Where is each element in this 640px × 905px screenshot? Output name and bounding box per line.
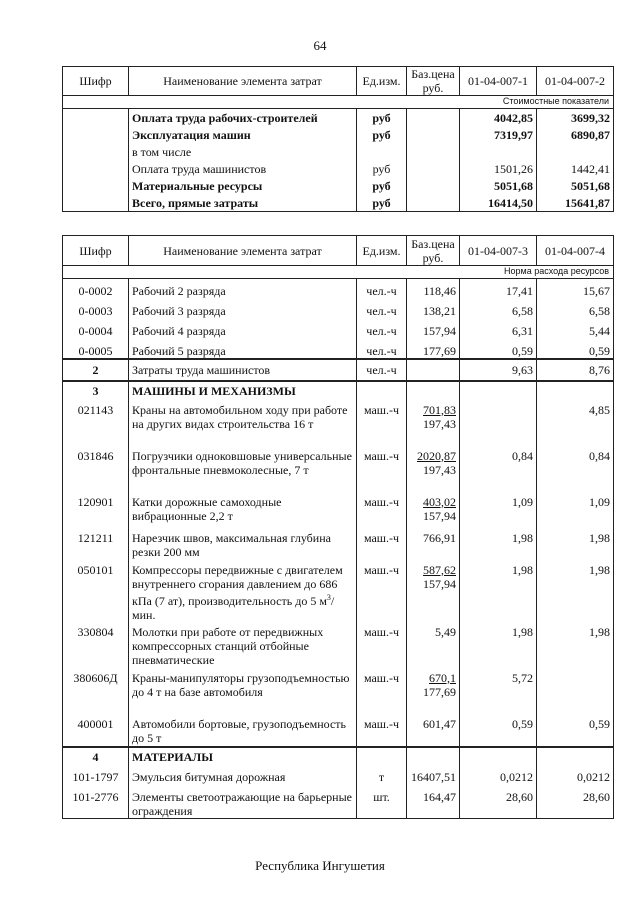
- table-row: [63, 319, 614, 339]
- table-row: [63, 787, 614, 819]
- resource-table: [62, 235, 614, 819]
- row-value-2: [537, 747, 614, 767]
- row-price-sub: 177,69: [423, 684, 456, 699]
- row-name: Материальные ресурсы: [129, 177, 357, 194]
- row-price: [407, 787, 460, 819]
- row-name: МАШИНЫ И МЕХАНИЗМЫ: [129, 381, 357, 401]
- row-price: [407, 359, 460, 381]
- row-value-1: [460, 401, 537, 447]
- row-price-main: 587,62: [423, 562, 456, 577]
- row-unit: руб: [357, 177, 407, 194]
- row-value-2: 1,98: [537, 561, 614, 623]
- row-code: 121211: [63, 529, 129, 561]
- cost-table: [62, 66, 614, 212]
- row-name: Эксплуатация машин: [129, 126, 357, 143]
- row-price-main: 2020,87: [417, 448, 456, 463]
- row-value-1: 17,41: [460, 279, 537, 299]
- header-code: Шифр: [63, 236, 129, 266]
- row-name: Всего, прямые затраты: [129, 194, 357, 212]
- row-price-sub: 157,94: [423, 508, 456, 523]
- row-name: Оплата труда машинистов: [129, 160, 357, 177]
- row-price-main: 670,1: [429, 670, 456, 685]
- row-value-1: 28,60: [460, 787, 537, 819]
- row-value-2: 4,85: [537, 401, 614, 447]
- row-name: Оплата труда рабочих-строителей: [129, 109, 357, 127]
- row-unit: чел.-ч: [357, 359, 407, 381]
- row-price-main: 157,94: [423, 323, 456, 338]
- row-value-1: [460, 381, 537, 401]
- row-value-2: [537, 381, 614, 401]
- row-unit: руб: [357, 194, 407, 212]
- row-price-main: 701,83: [423, 402, 456, 417]
- row-value-1: 1,98: [460, 623, 537, 669]
- row-value-2: 6890,87: [537, 126, 614, 143]
- row-unit: маш.-ч: [357, 623, 407, 669]
- table-row: [63, 194, 614, 212]
- table-row: [63, 669, 614, 715]
- row-code: 101-2776: [63, 787, 129, 819]
- row-price: [407, 381, 460, 401]
- row-code: 0-0002: [63, 279, 129, 299]
- row-price-main: 403,02: [423, 494, 456, 509]
- row-unit: шт.: [357, 787, 407, 819]
- row-price-main: 138,21: [423, 303, 456, 318]
- table-row: [63, 447, 614, 493]
- row-code: 101-1797: [63, 767, 129, 787]
- row-price-sub: 197,43: [423, 462, 456, 477]
- row-unit: маш.-ч: [357, 715, 407, 747]
- row-unit: т: [357, 767, 407, 787]
- band-label: Норма расхода ресурсов: [63, 266, 614, 279]
- row-name: Молотки при работе от передвижных компрессорных станций отбойные пневматические: [129, 623, 357, 669]
- table-row: [63, 561, 614, 623]
- header-col1: 01-04-007-3: [460, 236, 537, 266]
- table-row: [63, 623, 614, 669]
- row-value-2: 0,84: [537, 447, 614, 493]
- row-name: Рабочий 4 разряда: [129, 319, 357, 339]
- row-value-2: 1,98: [537, 529, 614, 561]
- row-unit: чел.-ч: [357, 279, 407, 299]
- row-price-main: 16407,51: [411, 769, 456, 784]
- row-name: Затраты труда машинистов: [129, 359, 357, 381]
- row-price-main: 164,47: [423, 789, 456, 804]
- row-value-1: 1,09: [460, 493, 537, 529]
- header-name: Наименование элемента затрат: [129, 67, 357, 96]
- row-value-1: 6,58: [460, 299, 537, 319]
- row-code: 021143: [63, 401, 129, 447]
- row-name: в том числе: [129, 143, 357, 160]
- row-unit: маш.-ч: [357, 447, 407, 493]
- row-price: [407, 747, 460, 767]
- row-code: 0-0005: [63, 339, 129, 359]
- row-unit: руб: [357, 160, 407, 177]
- row-value-2: 3699,32: [537, 109, 614, 127]
- row-value-2: 0,0212: [537, 767, 614, 787]
- row-name: [129, 561, 357, 623]
- table-row: [63, 160, 614, 177]
- row-name: Краны на автомобильном ходу при работе на других видах строительства 16 т: [129, 401, 357, 447]
- row-code: 3: [63, 381, 129, 401]
- row-price: [407, 447, 460, 493]
- row-price-sub: 197,43: [423, 416, 456, 431]
- header-unit: Ед.изм.: [357, 67, 407, 96]
- table-row: [63, 381, 614, 401]
- row-unit: маш.-ч: [357, 669, 407, 715]
- table-row: [63, 126, 614, 143]
- table-row: [63, 747, 614, 767]
- row-unit: руб: [357, 126, 407, 143]
- row-value-1: 16414,50: [460, 194, 537, 212]
- row-unit: чел.-ч: [357, 299, 407, 319]
- row-name: Эмульсия битумная дорожная: [129, 767, 357, 787]
- row-price: [407, 767, 460, 787]
- row-price-main: 601,47: [423, 716, 456, 731]
- row-value-2: 15,67: [537, 279, 614, 299]
- header-base-price: Баз.цена руб.: [407, 236, 460, 266]
- row-value-2: 5051,68: [537, 177, 614, 194]
- row-name: Краны-манипуляторы грузоподъемностью до 4 т на базе автомобиля: [129, 669, 357, 715]
- header-name: Наименование элемента затрат: [129, 236, 357, 266]
- row-code: 330804: [63, 623, 129, 669]
- row-price-main: 177,69: [423, 343, 456, 358]
- row-unit: [357, 143, 407, 160]
- row-value-2: [537, 143, 614, 160]
- row-name: Автомобили бортовые, грузоподъемность до 5 т: [129, 715, 357, 747]
- row-price: [407, 561, 460, 623]
- table-row: [63, 279, 614, 299]
- header-code: Шифр: [63, 67, 129, 96]
- band-label: Стоимостные показатели: [63, 96, 614, 109]
- table-row: [63, 529, 614, 561]
- row-price: [407, 529, 460, 561]
- row-value-2: 8,76: [537, 359, 614, 381]
- row-price: [407, 493, 460, 529]
- row-value-2: 5,44: [537, 319, 614, 339]
- row-value-1: 0,59: [460, 715, 537, 747]
- row-name: Нарезчик швов, максимальная глубина резки 200 мм: [129, 529, 357, 561]
- row-unit: [357, 381, 407, 401]
- table-row: [63, 359, 614, 381]
- row-name: Рабочий 3 разряда: [129, 299, 357, 319]
- row-value-2: 1,09: [537, 493, 614, 529]
- row-value-2: 0,59: [537, 339, 614, 359]
- table-row: [63, 715, 614, 747]
- row-unit: маш.-ч: [357, 493, 407, 529]
- row-code: 120901: [63, 493, 129, 529]
- table-row: [63, 143, 614, 160]
- row-price: [407, 669, 460, 715]
- row-name-suffix: /мин.: [132, 593, 335, 622]
- row-name-superscript: 3: [326, 592, 331, 602]
- row-value-2: 15641,87: [537, 194, 614, 212]
- table-row: [63, 493, 614, 529]
- row-value-1: 0,84: [460, 447, 537, 493]
- row-price: [407, 299, 460, 319]
- row-name: Рабочий 5 разряда: [129, 339, 357, 359]
- row-price: [407, 401, 460, 447]
- row-unit: [357, 747, 407, 767]
- row-unit: чел.-ч: [357, 339, 407, 359]
- row-name-text: Компрессоры передвижные с двигателем внутреннего сгорания давлением до 686 кПа (7 ат), производительность до 5 м: [132, 562, 343, 608]
- row-unit: маш.-ч: [357, 401, 407, 447]
- row-value-2: 0,59: [537, 715, 614, 747]
- row-code: 0-0003: [63, 299, 129, 319]
- row-value-1: 0,0212: [460, 767, 537, 787]
- row-value-1: 7319,97: [460, 126, 537, 143]
- row-name: Элементы светоотражающие на барьерные ограждения: [129, 787, 357, 819]
- row-price: [407, 623, 460, 669]
- row-price: [407, 279, 460, 299]
- row-price-main: 5,49: [435, 624, 456, 639]
- row-name: МАТЕРИАЛЫ: [129, 747, 357, 767]
- row-price: [407, 715, 460, 747]
- row-value-1: 4042,85: [460, 109, 537, 127]
- row-code: 050101: [63, 561, 129, 623]
- row-value-1: 0,59: [460, 339, 537, 359]
- table-row: [63, 299, 614, 319]
- row-value-1: 5,72: [460, 669, 537, 715]
- row-value-2: 1,98: [537, 623, 614, 669]
- row-code: 400001: [63, 715, 129, 747]
- header-col2: 01-04-007-4: [537, 236, 614, 266]
- header-col1: 01-04-007-1: [460, 67, 537, 96]
- table-row: [63, 109, 614, 127]
- row-code: 2: [63, 359, 129, 381]
- row-code: 4: [63, 747, 129, 767]
- row-unit: чел.-ч: [357, 319, 407, 339]
- row-value-2: 1442,41: [537, 160, 614, 177]
- row-value-2: [537, 669, 614, 715]
- row-code: 380606Д: [63, 669, 129, 715]
- row-value-1: 1501,26: [460, 160, 537, 177]
- page-number: 64: [313, 38, 327, 53]
- table-row: [63, 177, 614, 194]
- row-price-sub: 157,94: [423, 576, 456, 591]
- row-price: [407, 319, 460, 339]
- row-code: 031846: [63, 447, 129, 493]
- row-name: Катки дорожные самоходные вибрационные 2,2 т: [129, 493, 357, 529]
- row-name: Рабочий 2 разряда: [129, 279, 357, 299]
- row-unit: маш.-ч: [357, 561, 407, 623]
- row-value-1: 9,63: [460, 359, 537, 381]
- row-value-1: [460, 143, 537, 160]
- row-price-main: 118,46: [423, 284, 456, 298]
- row-code: 0-0004: [63, 319, 129, 339]
- row-value-1: 5051,68: [460, 177, 537, 194]
- header-unit: Ед.изм.: [357, 236, 407, 266]
- footer: Республика Ингушетия: [255, 858, 385, 873]
- row-value-1: [460, 747, 537, 767]
- table-row: [63, 339, 614, 359]
- row-price: [407, 339, 460, 359]
- row-unit: руб: [357, 109, 407, 127]
- header-base-price: Баз.цена руб.: [407, 67, 460, 96]
- table-row: [63, 401, 614, 447]
- row-value-2: 6,58: [537, 299, 614, 319]
- row-value-2: 28,60: [537, 787, 614, 819]
- table-row: [63, 767, 614, 787]
- row-value-1: 1,98: [460, 529, 537, 561]
- row-value-1: 1,98: [460, 561, 537, 623]
- row-unit: маш.-ч: [357, 529, 407, 561]
- row-value-1: 6,31: [460, 319, 537, 339]
- row-price-main: 766,91: [423, 530, 456, 545]
- header-col2: 01-04-007-2: [537, 67, 614, 96]
- row-name: Погрузчики одноковшовые универсальные фронтальные пневмоколесные, 7 т: [129, 447, 357, 493]
